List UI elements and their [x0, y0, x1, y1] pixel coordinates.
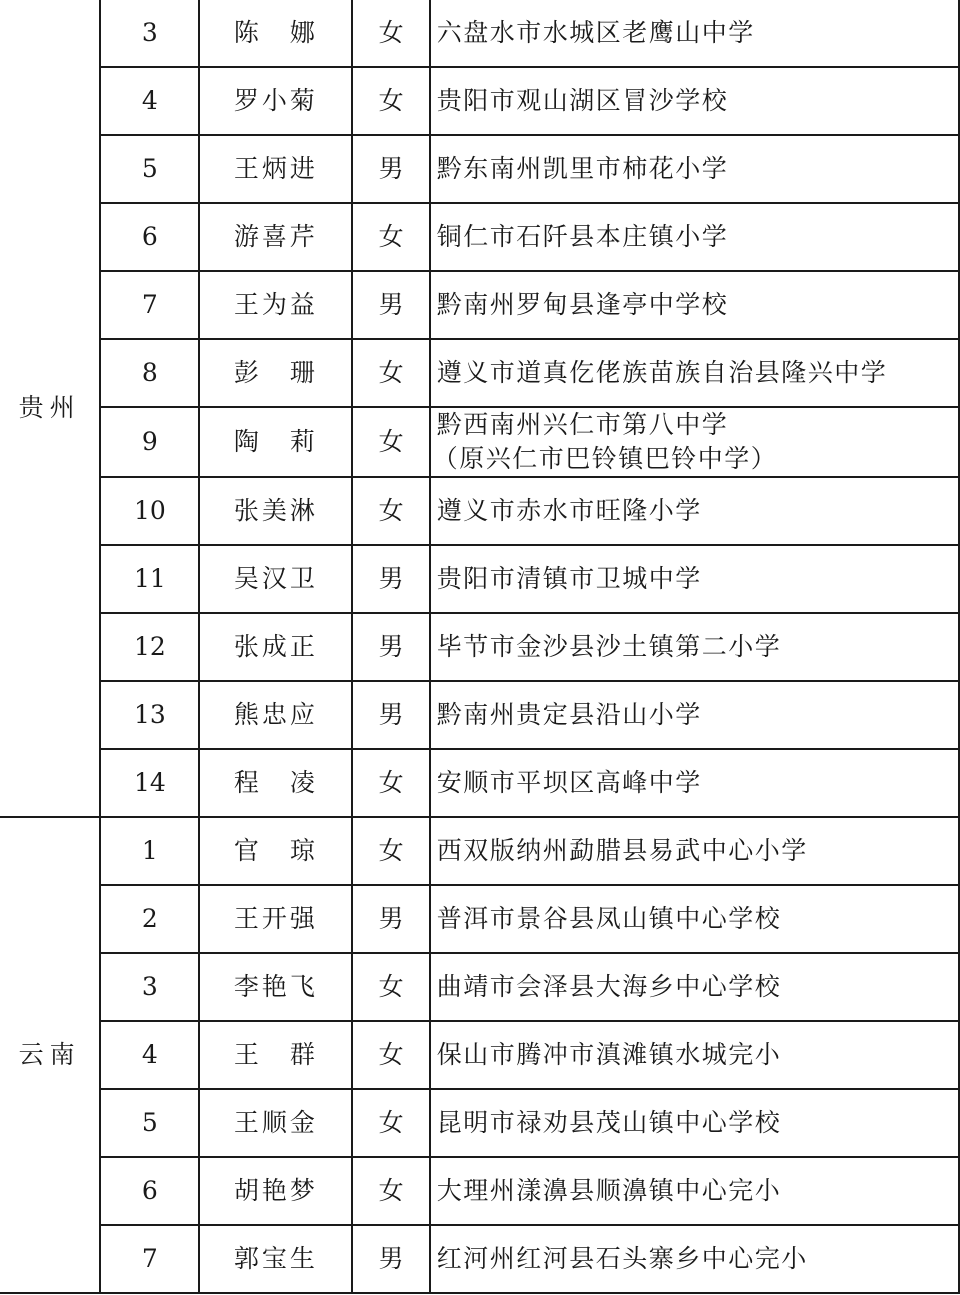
- school-cell: 贵阳市清镇市卫城中学: [430, 545, 959, 613]
- teacher-name-cell: 王开强: [199, 885, 352, 953]
- gender-cell: 男: [352, 885, 429, 953]
- table-row: [0, 749, 959, 817]
- gender-cell: 女: [352, 0, 429, 67]
- gender-cell: 女: [352, 407, 429, 477]
- table-row: [0, 67, 959, 135]
- table-row: [0, 407, 959, 477]
- row-number-cell: 2: [100, 885, 199, 953]
- teacher-name-cell: 张美淋: [199, 477, 352, 545]
- table-row: [0, 545, 959, 613]
- teacher-name-cell: 程 凌: [199, 749, 352, 817]
- school-cell: 贵阳市观山湖区冒沙学校: [430, 67, 959, 135]
- row-number-cell: 11: [100, 545, 199, 613]
- table-row: [0, 339, 959, 407]
- table-row: [0, 817, 959, 885]
- school-cell: 大理州漾濞县顺濞镇中心完小: [430, 1157, 959, 1225]
- table-row: [0, 953, 959, 1021]
- school-cell: 黔南州罗甸县逢亭中学校: [430, 271, 959, 339]
- gender-cell: 女: [352, 67, 429, 135]
- school-cell: 遵义市赤水市旺隆小学: [430, 477, 959, 545]
- table-row: [0, 271, 959, 339]
- province-cell: 云南: [0, 817, 100, 1293]
- teacher-name-cell: 王 群: [199, 1021, 352, 1089]
- gender-cell: 女: [352, 1089, 429, 1157]
- gender-cell: 男: [352, 1225, 429, 1293]
- teacher-name-cell: 陶 莉: [199, 407, 352, 477]
- school-cell: 遵义市道真仡佬族苗族自治县隆兴中学: [430, 339, 959, 407]
- teacher-name-cell: 熊忠应: [199, 681, 352, 749]
- province-cell: 贵州: [0, 0, 100, 817]
- school-cell: 毕节市金沙县沙土镇第二小学: [430, 613, 959, 681]
- table-row: [0, 0, 959, 67]
- gender-cell: 女: [352, 953, 429, 1021]
- table-row: [0, 1225, 959, 1293]
- row-number-cell: 10: [100, 477, 199, 545]
- row-number-cell: 8: [100, 339, 199, 407]
- table-row: [0, 681, 959, 749]
- table-row: [0, 1157, 959, 1225]
- school-cell: 六盘水市水城区老鹰山中学: [430, 0, 959, 67]
- row-number-cell: 1: [100, 817, 199, 885]
- table-row: [0, 477, 959, 545]
- teacher-name-cell: 王顺金: [199, 1089, 352, 1157]
- table-row: [0, 1089, 959, 1157]
- school-name: 黔西南州兴仁市第八中学: [436, 410, 729, 439]
- teacher-name-cell: 张成正: [199, 613, 352, 681]
- teacher-name-cell: 吴汉卫: [199, 545, 352, 613]
- school-cell: 保山市腾冲市滇滩镇水城完小: [430, 1021, 959, 1089]
- teacher-name-cell: 官 琼: [199, 817, 352, 885]
- gender-cell: 女: [352, 817, 429, 885]
- teacher-name-cell: 郭宝生: [199, 1225, 352, 1293]
- school-cell: 红河州红河县石头寨乡中心完小: [430, 1225, 959, 1293]
- gender-cell: 女: [352, 1157, 429, 1225]
- school-former-name: （原兴仁市巴铃镇巴铃中学）: [432, 444, 778, 473]
- teacher-name-cell: 罗小菊: [199, 67, 352, 135]
- teacher-name-cell: 游喜芹: [199, 203, 352, 271]
- gender-cell: 女: [352, 749, 429, 817]
- row-number-cell: 14: [100, 749, 199, 817]
- teacher-name-cell: 王炳进: [199, 135, 352, 203]
- teacher-name-cell: 李艳飞: [199, 953, 352, 1021]
- teacher-name-cell: 王为益: [199, 271, 352, 339]
- school-cell: 西双版纳州勐腊县易武中心小学: [430, 817, 959, 885]
- school-cell: [430, 407, 959, 477]
- teacher-name-cell: 胡艳梦: [199, 1157, 352, 1225]
- table-row: [0, 613, 959, 681]
- gender-cell: 女: [352, 477, 429, 545]
- school-cell: 昆明市禄劝县茂山镇中心学校: [430, 1089, 959, 1157]
- row-number-cell: 6: [100, 203, 199, 271]
- teacher-name-cell: 彭 珊: [199, 339, 352, 407]
- row-number-cell: 7: [100, 271, 199, 339]
- school-cell: 曲靖市会泽县大海乡中心学校: [430, 953, 959, 1021]
- row-number-cell: 3: [100, 0, 199, 67]
- row-number-cell: 5: [100, 1089, 199, 1157]
- row-number-cell: 3: [100, 953, 199, 1021]
- row-number-cell: 7: [100, 1225, 199, 1293]
- gender-cell: 男: [352, 545, 429, 613]
- table-row: [0, 885, 959, 953]
- row-number-cell: 4: [100, 1021, 199, 1089]
- gender-cell: 男: [352, 613, 429, 681]
- gender-cell: 女: [352, 1021, 429, 1089]
- gender-cell: 男: [352, 135, 429, 203]
- gender-cell: 男: [352, 681, 429, 749]
- school-cell: 黔东南州凯里市柿花小学: [430, 135, 959, 203]
- school-cell: 铜仁市石阡县本庄镇小学: [430, 203, 959, 271]
- gender-cell: 女: [352, 339, 429, 407]
- table-row: [0, 203, 959, 271]
- school-cell: 普洱市景谷县凤山镇中心学校: [430, 885, 959, 953]
- row-number-cell: 4: [100, 67, 199, 135]
- teacher-name-cell: 陈 娜: [199, 0, 352, 67]
- gender-cell: 女: [352, 203, 429, 271]
- table-row: [0, 1021, 959, 1089]
- row-number-cell: 13: [100, 681, 199, 749]
- row-number-cell: 5: [100, 135, 199, 203]
- gender-cell: 男: [352, 271, 429, 339]
- row-number-cell: 12: [100, 613, 199, 681]
- school-cell: 黔南州贵定县沿山小学: [430, 681, 959, 749]
- table-row: [0, 135, 959, 203]
- row-number-cell: 6: [100, 1157, 199, 1225]
- row-number-cell: 9: [100, 407, 199, 477]
- school-cell: 安顺市平坝区高峰中学: [430, 749, 959, 817]
